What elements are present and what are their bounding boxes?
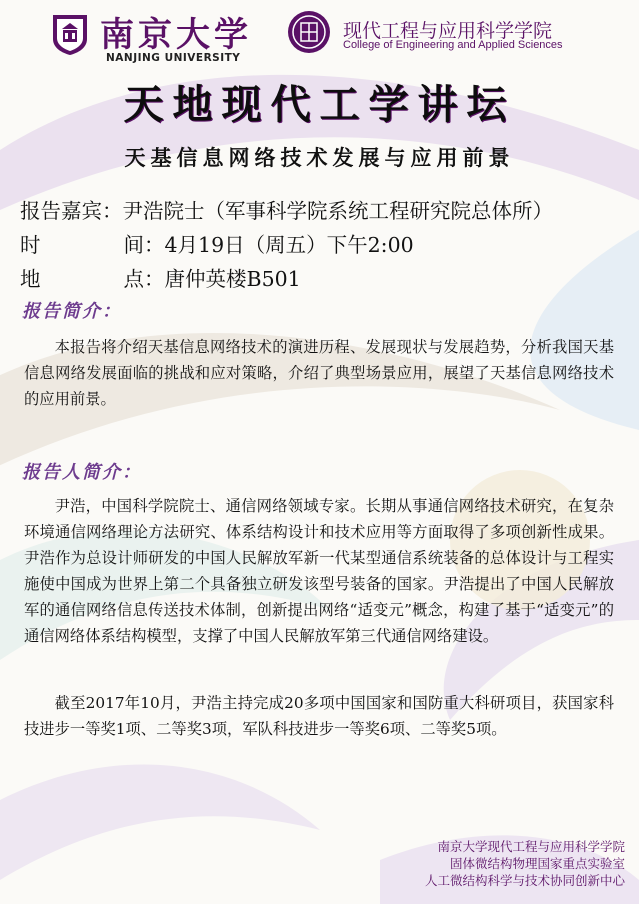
- college-name-en: College of Engineering and Applied Sciences: [343, 39, 563, 51]
- organizer-line-1: 南京大学现代工程与应用科学学院: [437, 839, 625, 854]
- nanjing-university-emblem-icon: [50, 12, 90, 56]
- forum-title: 天地现代工学讲坛: [123, 81, 516, 128]
- place-row: [20, 262, 301, 292]
- speaker-value: 尹浩院士（军事科学院系统工程研究院总体所）: [122, 199, 553, 223]
- speaker-row: [20, 194, 553, 224]
- time-row: [20, 228, 414, 258]
- college-name-cn: 现代工程与应用科学学院: [343, 20, 553, 42]
- place-value: ：唐仲英楼B501: [144, 267, 301, 291]
- speaker-label: 报告嘉宾：: [20, 199, 123, 223]
- time-value: ：4月19日（周五）下午2:00: [144, 233, 414, 257]
- speaker-bio-paragraph-1: 尹浩，中国科学院院士、通信网络领域专家。长期从事通信网络技术研究，在复杂环境通信网络理论方法研究、体系结构设计和技术应用等方面取得了多项创新性成果。尹浩作为总设计师研发的中国人民解放军新一代某型通信系统装备的总体设计与工程实施使中国成为世界上第二个具备独立研发该型号装备的国家。尹浩提出了中国人民解放军的通信网络信息传送技术体制，创新提出网络“适变元”概念，构建了基于“适变元”的通信网络体系结构模型，支撑了中国人民解放军第三代通信网络建设。: [24, 497, 614, 645]
- speaker-bio-heading: 报告人简介：: [22, 462, 142, 483]
- time-label: 时 间: [20, 233, 144, 257]
- college-emblem-icon: [287, 10, 331, 54]
- place-label: 地 点: [20, 267, 144, 291]
- lecture-title: 天基信息网络技术发展与应用前景: [124, 145, 515, 170]
- speaker-bio-paragraph-2: 截至2017年10月，尹浩主持完成20多项中国国家和国防重大科研项目，获国家科技进步一等奖1项、二等奖3项，军队科技进步一等奖6项、二等奖5项。: [24, 694, 614, 738]
- abstract-heading: 报告简介：: [22, 301, 122, 322]
- abstract-paragraph: 本报告将介绍天基信息网络技术的演进历程、发展现状与发展趋势，分析我国天基信息网络发展面临的挑战和应对策略，介绍了典型场景应用，展望了天基信息网络技术的应用前景。: [24, 338, 614, 408]
- university-name-cn: 南京大学: [100, 15, 252, 55]
- organizer-line-3: 人工微结构科学与技术协同创新中心: [424, 873, 625, 888]
- organizer-footer: [425, 838, 625, 889]
- organizer-line-2: 固体微结构物理国家重点实验室: [449, 856, 625, 871]
- university-name-en: NANJING UNIVERSITY: [106, 52, 241, 64]
